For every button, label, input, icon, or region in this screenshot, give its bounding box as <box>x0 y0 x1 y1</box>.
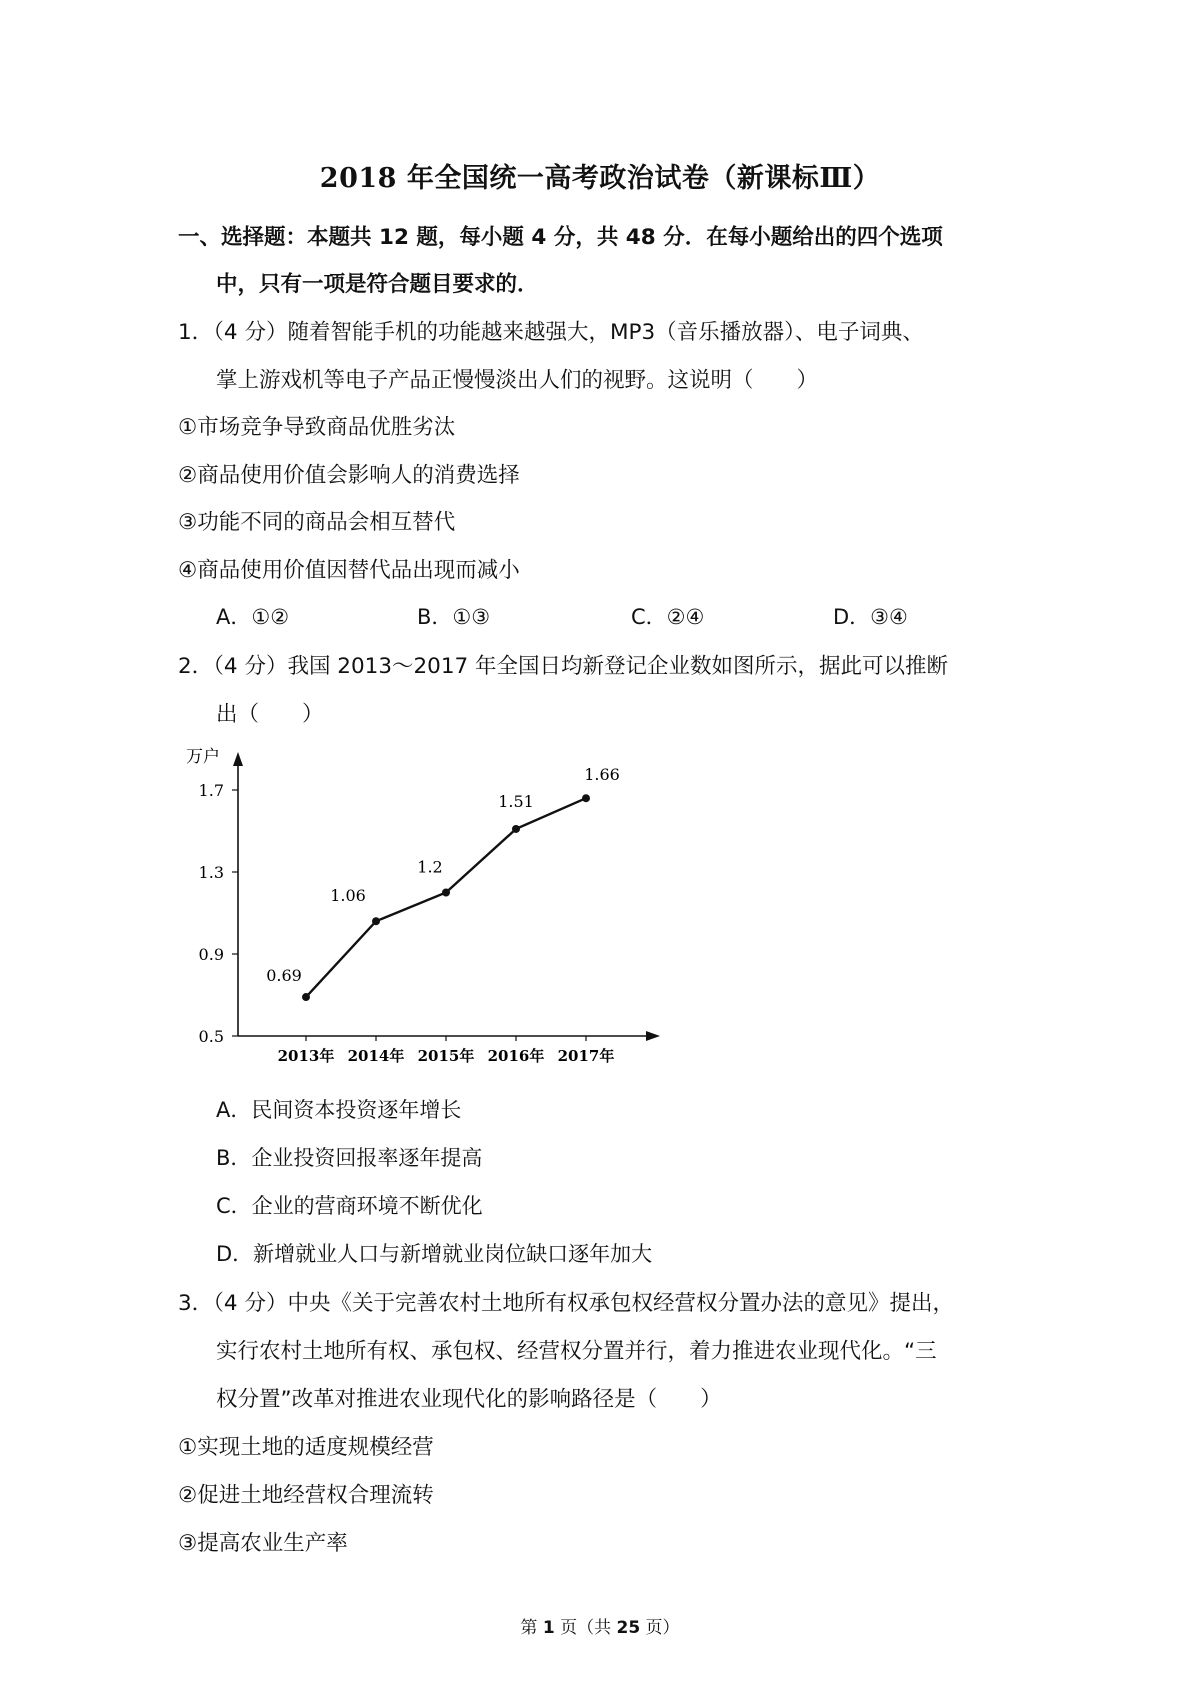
line-chart <box>180 740 700 1080</box>
q1-item-3: ③功能不同的商品会相互替代 <box>178 510 456 535</box>
q2-option-d: D．新增就业人口与新增就业岗位缺口逐年加大 <box>216 1242 653 1266</box>
footer-page-number: 1 <box>542 1618 555 1638</box>
data-label: 1.2 <box>417 857 443 877</box>
x-tick-label: 2015年 <box>417 1047 475 1065</box>
data-point <box>582 794 590 802</box>
q1-item-2: ②商品使用价值会影响人的消费选择 <box>178 463 520 488</box>
q1-option-a: A．①② <box>216 605 290 629</box>
q2-option-a: A．民间资本投资逐年增长 <box>216 1098 462 1122</box>
q3-item-3: ③提高农业生产率 <box>178 1531 348 1556</box>
y-tick-label: 0.5 <box>198 1027 224 1046</box>
q3-item-1: ①实现土地的适度规模经营 <box>178 1435 434 1460</box>
data-label: 1.66 <box>584 765 620 785</box>
footer-suffix: 页） <box>640 1618 680 1638</box>
q1-stem-line2: 掌上游戏机等电子产品正慢慢淡出人们的视野。这说明（ ） <box>216 368 819 393</box>
section-heading-line1: 一、选择题：本题共 12 题，每小题 4 分，共 48 分．在每小题给出的四个选项 <box>178 225 943 250</box>
data-point <box>302 993 310 1001</box>
y-axis-label: 万户 <box>186 747 220 767</box>
page-title: 2018 年全国统一高考政治试卷（新课标Ⅲ） <box>319 163 881 194</box>
q2-option-c: C．企业的营商环境不断优化 <box>216 1194 483 1218</box>
y-tick-label: 1.7 <box>198 781 224 800</box>
data-label: 1.06 <box>330 886 366 906</box>
q3-stem-line2: 实行农村土地所有权、承包权、经营权分置并行，着力推进农业现代化。“三 <box>216 1339 937 1364</box>
q3-stem-line3: 权分置”改革对推进农业现代化的影响路径是（ ） <box>216 1387 722 1412</box>
y-tick-label: 1.3 <box>198 863 224 882</box>
footer-total-pages: 25 <box>616 1618 641 1638</box>
y-tick-label: 0.9 <box>198 945 224 964</box>
q1-option-b: B．①③ <box>417 605 491 629</box>
y-axis-arrow <box>233 752 243 766</box>
x-tick-label: 2013年 <box>277 1047 335 1065</box>
data-label: 1.51 <box>498 791 534 811</box>
q3-item-2: ②促进土地经营权合理流转 <box>178 1483 434 1508</box>
footer-prefix: 第 <box>520 1618 543 1638</box>
data-point <box>442 889 450 897</box>
q1-stem-line1: 1．（4 分）随着智能手机的功能越来越强大，MP3（音乐播放器）、电子词典、 <box>178 320 924 345</box>
data-point <box>372 917 380 925</box>
q1-item-1: ①市场竞争导致商品优胜劣汰 <box>178 415 456 440</box>
data-label: 0.69 <box>266 966 302 986</box>
x-tick-label: 2014年 <box>347 1047 405 1065</box>
x-tick-label: 2017年 <box>557 1047 615 1065</box>
q1-item-4: ④商品使用价值因替代品出现而减小 <box>178 558 520 583</box>
q2-stem-line2: 出（ ） <box>216 702 324 727</box>
footer-middle: 页（共 <box>554 1618 617 1638</box>
section-heading-line2: 中，只有一项是符合题目要求的． <box>216 272 539 297</box>
x-tick-label: 2016年 <box>487 1047 545 1065</box>
x-axis-arrow <box>646 1031 660 1041</box>
q2-option-b: B．企业投资回报率逐年提高 <box>216 1146 483 1170</box>
q3-stem-line1: 3．（4 分）中央《关于完善农村土地所有权承包权经营权分置办法的意见》提出， <box>178 1291 954 1316</box>
q1-option-d: D．③④ <box>833 605 908 629</box>
page-footer <box>0 1613 1200 1638</box>
q1-option-c: C．②④ <box>631 605 705 629</box>
q2-stem-line1: 2．（4 分）我国 2013～2017 年全国日均新登记企业数如图所示，据此可以推断 <box>178 654 949 679</box>
data-point <box>512 825 520 833</box>
